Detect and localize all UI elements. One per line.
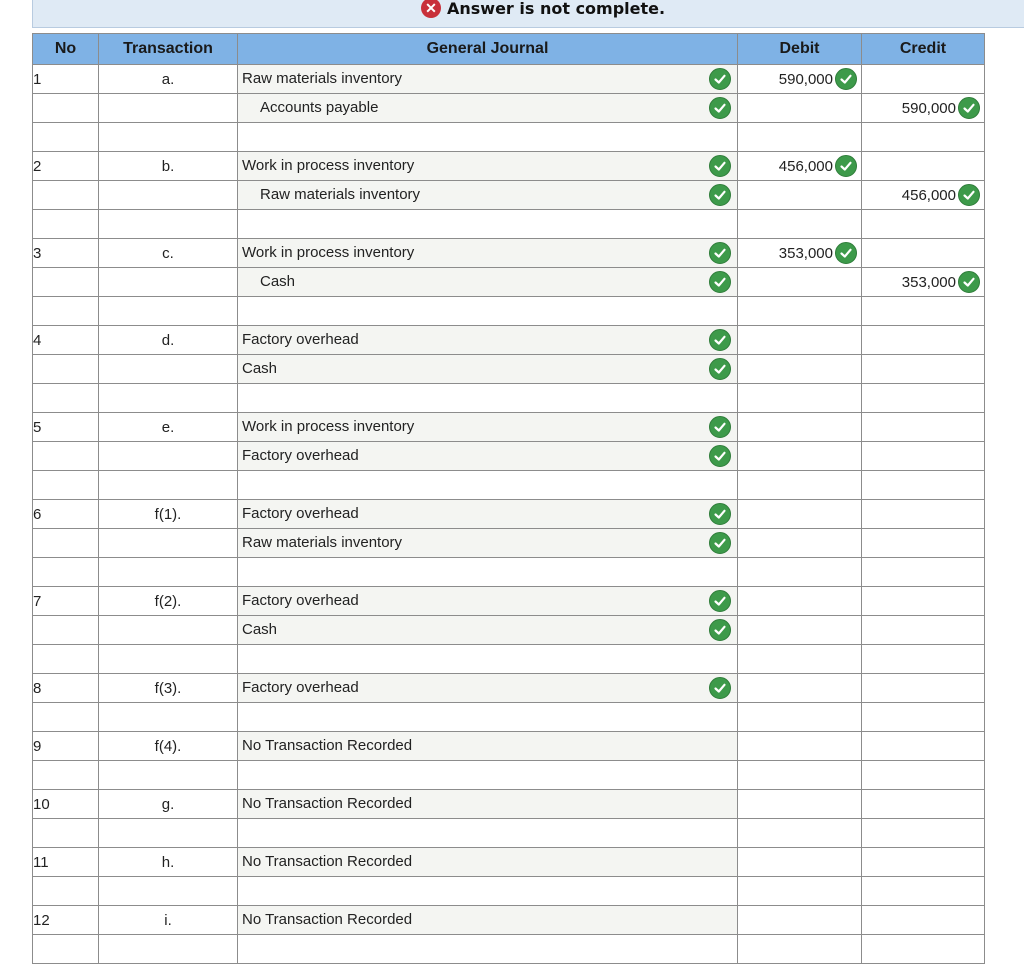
entry-number: 8 bbox=[33, 674, 99, 703]
credit-amount: 456,000 bbox=[901, 186, 956, 204]
account-cell[interactable] bbox=[238, 500, 738, 529]
debit-cell[interactable] bbox=[738, 239, 862, 268]
debit-cell[interactable] bbox=[738, 674, 862, 703]
journal-row bbox=[33, 529, 985, 558]
account-cell[interactable] bbox=[238, 384, 738, 413]
debit-cell[interactable] bbox=[738, 529, 862, 558]
credit-cell[interactable] bbox=[862, 500, 985, 529]
journal-row bbox=[33, 790, 985, 819]
account-cell[interactable] bbox=[238, 848, 738, 877]
journal-row bbox=[33, 326, 985, 355]
credit-cell[interactable] bbox=[862, 761, 985, 790]
entry-number bbox=[33, 355, 99, 384]
journal-row bbox=[33, 616, 985, 645]
account-cell[interactable] bbox=[238, 935, 738, 964]
check-circle-icon bbox=[835, 68, 857, 90]
transaction-label: b. bbox=[99, 152, 238, 181]
checkmark-icon bbox=[713, 594, 727, 608]
debit-cell[interactable] bbox=[738, 355, 862, 384]
header-row bbox=[33, 34, 985, 65]
check-circle-icon bbox=[709, 503, 731, 525]
account-cell[interactable] bbox=[238, 268, 738, 297]
checkmark-icon bbox=[962, 188, 976, 202]
transaction-label bbox=[99, 210, 238, 239]
credit-cell[interactable] bbox=[862, 935, 985, 964]
transaction-label: h. bbox=[99, 848, 238, 877]
transaction-label bbox=[99, 703, 238, 732]
transaction-label bbox=[99, 819, 238, 848]
entry-number bbox=[33, 94, 99, 123]
checkmark-icon bbox=[839, 159, 853, 173]
banner-content bbox=[421, 0, 665, 18]
journal-row bbox=[33, 558, 985, 587]
journal-row bbox=[33, 181, 985, 210]
check-circle-icon bbox=[709, 619, 731, 641]
debit-cell[interactable] bbox=[738, 94, 862, 123]
check-circle-icon bbox=[709, 329, 731, 351]
header-credit: Credit bbox=[862, 34, 985, 65]
journal-row bbox=[33, 413, 985, 442]
transaction-label bbox=[99, 384, 238, 413]
entry-number bbox=[33, 703, 99, 732]
transaction-label: f(4). bbox=[99, 732, 238, 761]
check-circle-icon bbox=[709, 590, 731, 612]
checkmark-icon bbox=[839, 72, 853, 86]
entry-number bbox=[33, 442, 99, 471]
checkmark-icon bbox=[839, 246, 853, 260]
account-cell[interactable] bbox=[238, 152, 738, 181]
journal-row bbox=[33, 152, 985, 181]
checkmark-icon bbox=[713, 275, 727, 289]
checkmark-icon bbox=[713, 333, 727, 347]
transaction-label: f(2). bbox=[99, 587, 238, 616]
entry-number bbox=[33, 384, 99, 413]
account-name: Cash bbox=[242, 360, 278, 377]
check-circle-icon bbox=[958, 271, 980, 293]
debit-cell[interactable] bbox=[738, 384, 862, 413]
debit-amount: 456,000 bbox=[778, 157, 833, 175]
check-circle-icon bbox=[709, 416, 731, 438]
account-name: Factory overhead bbox=[242, 505, 359, 522]
journal-row bbox=[33, 935, 985, 964]
journal-row bbox=[33, 761, 985, 790]
transaction-label bbox=[99, 268, 238, 297]
journal-row bbox=[33, 123, 985, 152]
checkmark-icon bbox=[713, 681, 727, 695]
transaction-label: i. bbox=[99, 906, 238, 935]
account-cell[interactable] bbox=[238, 239, 738, 268]
entry-number bbox=[33, 181, 99, 210]
account-name: No Transaction Recorded bbox=[242, 853, 413, 870]
entry-number bbox=[33, 471, 99, 500]
entry-number: 6 bbox=[33, 500, 99, 529]
account-cell[interactable] bbox=[238, 442, 738, 471]
account-cell[interactable] bbox=[238, 906, 738, 935]
account-name: Cash bbox=[242, 621, 278, 638]
credit-cell[interactable] bbox=[862, 94, 985, 123]
account-name: Raw materials inventory bbox=[242, 70, 403, 87]
account-cell[interactable] bbox=[238, 326, 738, 355]
credit-cell[interactable] bbox=[862, 65, 985, 94]
debit-cell[interactable] bbox=[738, 297, 862, 326]
transaction-label bbox=[99, 94, 238, 123]
check-circle-icon bbox=[709, 68, 731, 90]
transaction-label: d. bbox=[99, 326, 238, 355]
check-circle-icon bbox=[835, 242, 857, 264]
entry-number: 1 bbox=[33, 65, 99, 94]
journal-row bbox=[33, 471, 985, 500]
credit-cell[interactable] bbox=[862, 674, 985, 703]
entry-number: 4 bbox=[33, 326, 99, 355]
debit-cell[interactable] bbox=[738, 616, 862, 645]
transaction-label bbox=[99, 529, 238, 558]
header-general-journal: General Journal bbox=[238, 34, 738, 65]
credit-cell[interactable] bbox=[862, 616, 985, 645]
debit-amount-group bbox=[779, 242, 857, 264]
credit-cell[interactable] bbox=[862, 442, 985, 471]
transaction-label: f(1). bbox=[99, 500, 238, 529]
account-cell[interactable] bbox=[238, 94, 738, 123]
checkmark-icon bbox=[713, 536, 727, 550]
transaction-label bbox=[99, 442, 238, 471]
transaction-label: e. bbox=[99, 413, 238, 442]
account-name: Work in process inventory bbox=[242, 157, 415, 174]
account-cell[interactable] bbox=[238, 413, 738, 442]
checkmark-icon bbox=[713, 72, 727, 86]
debit-amount: 353,000 bbox=[778, 244, 833, 262]
credit-cell[interactable] bbox=[862, 645, 985, 674]
credit-cell[interactable] bbox=[862, 210, 985, 239]
transaction-label bbox=[99, 355, 238, 384]
check-circle-icon bbox=[709, 271, 731, 293]
account-name: No Transaction Recorded bbox=[242, 795, 413, 812]
checkmark-icon bbox=[713, 246, 727, 260]
debit-cell[interactable] bbox=[738, 790, 862, 819]
entry-number bbox=[33, 819, 99, 848]
check-circle-icon bbox=[709, 242, 731, 264]
account-name: No Transaction Recorded bbox=[242, 911, 413, 928]
transaction-label: f(3). bbox=[99, 674, 238, 703]
debit-amount-group bbox=[779, 155, 857, 177]
debit-cell[interactable] bbox=[738, 471, 862, 500]
transaction-label bbox=[99, 123, 238, 152]
credit-amount-group bbox=[902, 271, 980, 293]
transaction-label bbox=[99, 645, 238, 674]
account-cell[interactable] bbox=[238, 297, 738, 326]
transaction-label bbox=[99, 935, 238, 964]
check-circle-icon bbox=[709, 155, 731, 177]
journal-row bbox=[33, 268, 985, 297]
checkmark-icon bbox=[713, 507, 727, 521]
debit-cell[interactable] bbox=[738, 500, 862, 529]
checkmark-icon bbox=[713, 101, 727, 115]
account-cell[interactable] bbox=[238, 703, 738, 732]
account-name: Factory overhead bbox=[242, 592, 359, 609]
journal-row bbox=[33, 819, 985, 848]
transaction-label bbox=[99, 877, 238, 906]
check-circle-icon bbox=[958, 184, 980, 206]
credit-cell[interactable] bbox=[862, 152, 985, 181]
account-name: Factory overhead bbox=[242, 331, 359, 348]
general-journal-table bbox=[32, 33, 985, 964]
credit-cell[interactable] bbox=[862, 384, 985, 413]
entry-number: 3 bbox=[33, 239, 99, 268]
credit-cell[interactable] bbox=[862, 906, 985, 935]
checkmark-icon bbox=[962, 101, 976, 115]
header-transaction: Transaction bbox=[99, 34, 238, 65]
transaction-label bbox=[99, 297, 238, 326]
journal-row bbox=[33, 703, 985, 732]
account-name: Factory overhead bbox=[242, 679, 359, 696]
journal-row bbox=[33, 848, 985, 877]
credit-cell[interactable] bbox=[862, 703, 985, 732]
account-cell[interactable] bbox=[238, 761, 738, 790]
journal-row bbox=[33, 906, 985, 935]
entry-number bbox=[33, 761, 99, 790]
checkmark-icon bbox=[713, 623, 727, 637]
transaction-label bbox=[99, 616, 238, 645]
debit-cell[interactable] bbox=[738, 558, 862, 587]
entry-number bbox=[33, 529, 99, 558]
debit-cell[interactable] bbox=[738, 732, 862, 761]
check-circle-icon bbox=[958, 97, 980, 119]
credit-cell[interactable] bbox=[862, 123, 985, 152]
entry-number: 2 bbox=[33, 152, 99, 181]
account-cell[interactable] bbox=[238, 355, 738, 384]
journal-row bbox=[33, 239, 985, 268]
account-cell[interactable] bbox=[238, 529, 738, 558]
journal-row bbox=[33, 587, 985, 616]
credit-cell[interactable] bbox=[862, 848, 985, 877]
credit-cell[interactable] bbox=[862, 819, 985, 848]
journal-row bbox=[33, 645, 985, 674]
journal-row bbox=[33, 442, 985, 471]
banner-message: Answer is not complete. bbox=[447, 0, 666, 18]
debit-cell[interactable] bbox=[738, 326, 862, 355]
debit-cell[interactable] bbox=[738, 935, 862, 964]
check-circle-icon bbox=[709, 445, 731, 467]
debit-cell[interactable] bbox=[738, 181, 862, 210]
debit-cell[interactable] bbox=[738, 819, 862, 848]
debit-cell[interactable] bbox=[738, 877, 862, 906]
account-cell[interactable] bbox=[238, 181, 738, 210]
account-cell[interactable] bbox=[238, 732, 738, 761]
debit-cell[interactable] bbox=[738, 413, 862, 442]
checkmark-icon bbox=[713, 188, 727, 202]
credit-cell[interactable] bbox=[862, 355, 985, 384]
transaction-label bbox=[99, 181, 238, 210]
journal-row bbox=[33, 65, 985, 94]
account-name: Work in process inventory bbox=[242, 418, 415, 435]
entry-number bbox=[33, 210, 99, 239]
entry-number bbox=[33, 297, 99, 326]
debit-cell[interactable] bbox=[738, 645, 862, 674]
credit-cell[interactable] bbox=[862, 297, 985, 326]
account-name: Raw materials inventory bbox=[260, 186, 421, 203]
check-circle-icon bbox=[709, 184, 731, 206]
transaction-label: c. bbox=[99, 239, 238, 268]
checkmark-icon bbox=[713, 449, 727, 463]
journal-row bbox=[33, 500, 985, 529]
entry-number: 9 bbox=[33, 732, 99, 761]
credit-cell[interactable] bbox=[862, 732, 985, 761]
credit-cell[interactable] bbox=[862, 471, 985, 500]
checkmark-icon bbox=[962, 275, 976, 289]
account-name: Work in process inventory bbox=[242, 244, 415, 261]
journal-body bbox=[33, 65, 985, 964]
debit-cell[interactable] bbox=[738, 268, 862, 297]
account-cell[interactable] bbox=[238, 877, 738, 906]
debit-cell[interactable] bbox=[738, 442, 862, 471]
debit-cell[interactable] bbox=[738, 210, 862, 239]
credit-cell[interactable] bbox=[862, 239, 985, 268]
credit-cell[interactable] bbox=[862, 529, 985, 558]
credit-cell[interactable] bbox=[862, 587, 985, 616]
credit-cell[interactable] bbox=[862, 558, 985, 587]
entry-number bbox=[33, 645, 99, 674]
credit-cell[interactable] bbox=[862, 413, 985, 442]
entry-number: 10 bbox=[33, 790, 99, 819]
account-cell[interactable] bbox=[238, 210, 738, 239]
header-debit: Debit bbox=[738, 34, 862, 65]
entry-number bbox=[33, 123, 99, 152]
transaction-label: a. bbox=[99, 65, 238, 94]
check-circle-icon bbox=[709, 97, 731, 119]
entry-number bbox=[33, 558, 99, 587]
account-name: Cash bbox=[260, 273, 296, 290]
account-cell[interactable] bbox=[238, 645, 738, 674]
credit-amount-group bbox=[902, 184, 980, 206]
debit-cell[interactable] bbox=[738, 848, 862, 877]
journal-row bbox=[33, 384, 985, 413]
journal-row bbox=[33, 355, 985, 384]
check-circle-icon bbox=[709, 532, 731, 554]
credit-cell[interactable] bbox=[862, 877, 985, 906]
transaction-label bbox=[99, 471, 238, 500]
debit-cell[interactable] bbox=[738, 65, 862, 94]
credit-cell[interactable] bbox=[862, 790, 985, 819]
checkmark-icon bbox=[713, 159, 727, 173]
journal-row bbox=[33, 877, 985, 906]
account-name: Accounts payable bbox=[260, 99, 379, 116]
journal-row bbox=[33, 674, 985, 703]
transaction-label bbox=[99, 761, 238, 790]
entry-number bbox=[33, 935, 99, 964]
account-cell[interactable] bbox=[238, 674, 738, 703]
answer-status-banner bbox=[32, 0, 1024, 28]
account-name: Factory overhead bbox=[242, 447, 359, 464]
header-no: No bbox=[33, 34, 99, 65]
debit-amount-group bbox=[779, 68, 857, 90]
account-cell[interactable] bbox=[238, 471, 738, 500]
transaction-label bbox=[99, 558, 238, 587]
account-name: No Transaction Recorded bbox=[242, 737, 413, 754]
entry-number: 12 bbox=[33, 906, 99, 935]
entry-number: 7 bbox=[33, 587, 99, 616]
account-cell[interactable] bbox=[238, 558, 738, 587]
x-circle-icon: ✕ bbox=[421, 0, 441, 18]
account-cell[interactable] bbox=[238, 587, 738, 616]
debit-amount: 590,000 bbox=[778, 70, 833, 88]
credit-amount-group bbox=[902, 97, 980, 119]
account-cell[interactable] bbox=[238, 616, 738, 645]
check-circle-icon bbox=[709, 677, 731, 699]
debit-cell[interactable] bbox=[738, 703, 862, 732]
debit-cell[interactable] bbox=[738, 152, 862, 181]
journal-row bbox=[33, 94, 985, 123]
debit-cell[interactable] bbox=[738, 123, 862, 152]
entry-number bbox=[33, 268, 99, 297]
credit-amount: 353,000 bbox=[901, 273, 956, 291]
entry-number bbox=[33, 877, 99, 906]
account-cell[interactable] bbox=[238, 790, 738, 819]
credit-cell[interactable] bbox=[862, 268, 985, 297]
account-cell[interactable] bbox=[238, 65, 738, 94]
credit-cell[interactable] bbox=[862, 181, 985, 210]
checkmark-icon bbox=[713, 362, 727, 376]
account-cell[interactable] bbox=[238, 123, 738, 152]
checkmark-icon bbox=[713, 420, 727, 434]
journal-row bbox=[33, 732, 985, 761]
entry-number bbox=[33, 616, 99, 645]
journal-row bbox=[33, 297, 985, 326]
debit-cell[interactable] bbox=[738, 906, 862, 935]
credit-cell[interactable] bbox=[862, 326, 985, 355]
debit-cell[interactable] bbox=[738, 587, 862, 616]
check-circle-icon bbox=[709, 358, 731, 380]
account-cell[interactable] bbox=[238, 819, 738, 848]
journal-row bbox=[33, 210, 985, 239]
account-name: Raw materials inventory bbox=[242, 534, 403, 551]
entry-number: 5 bbox=[33, 413, 99, 442]
entry-number: 11 bbox=[33, 848, 99, 877]
transaction-label: g. bbox=[99, 790, 238, 819]
debit-cell[interactable] bbox=[738, 761, 862, 790]
check-circle-icon bbox=[835, 155, 857, 177]
credit-amount: 590,000 bbox=[901, 99, 956, 117]
